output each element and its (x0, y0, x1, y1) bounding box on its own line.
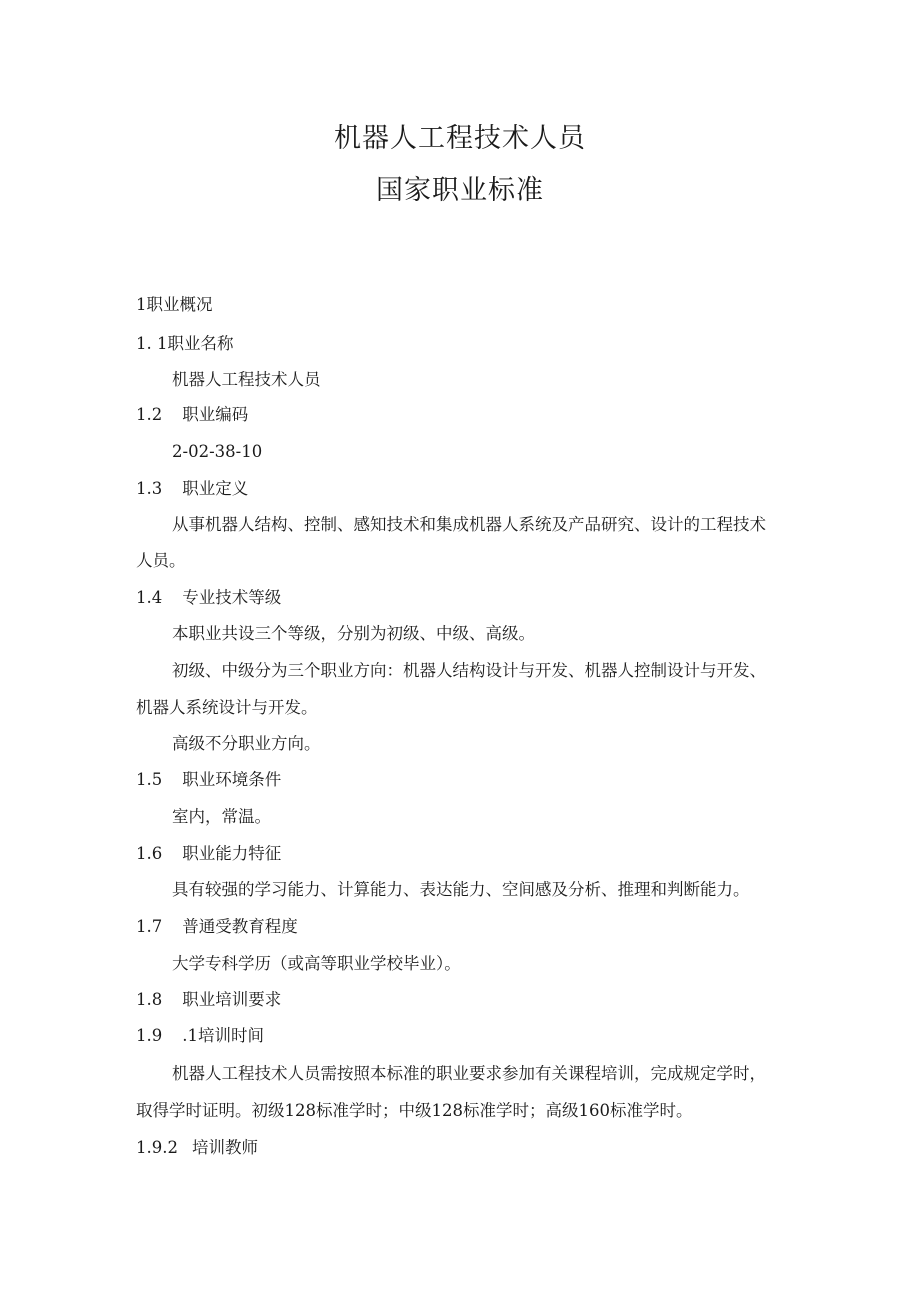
paragraph: 高级不分职业方向。 (172, 734, 321, 753)
subsection-1-8-heading (136, 989, 281, 1011)
subsection-number: 1.3 (136, 479, 163, 498)
subsection-label: 职业编码 (182, 405, 249, 424)
subsection-number: 1.2 (136, 405, 163, 424)
paragraph: 具有较强的学习能力、计算能力、表达能力、空间感及分析、推理和判断能力。 (172, 880, 750, 899)
subsection-1-3-heading (136, 478, 248, 500)
subsection-number: 1.4 (136, 588, 163, 607)
paragraph: 初级、中级分为三个职业方向：机器人结构设计与开发、机器人控制设计与开发、 (172, 661, 766, 680)
subsection-1-7-heading (136, 916, 298, 938)
subsection-1-9-heading (136, 1025, 264, 1047)
paragraph: 从事机器人结构、控制、感知技术和集成机器人系统及产品研究、设计的工程技术 (172, 515, 766, 534)
subsection-label: 职业能力特征 (182, 844, 282, 863)
subsection-label: 职业环境条件 (182, 770, 282, 789)
paragraph: 本职业共设三个等级，分别为初级、中级、高级。 (172, 624, 535, 643)
subsection-1-9-2-heading (136, 1137, 258, 1159)
subsection-number: 1.5 (136, 770, 163, 789)
subsection-number: 1.6 (136, 844, 163, 863)
subsection-label: 专业技术等级 (182, 588, 282, 607)
paragraph: 2-02-38-10 (172, 442, 263, 461)
paragraph-continuation: 人员。 (136, 551, 186, 570)
paragraph-continuation: 取得学时证明。初级128标准学时；中级128标准学时；高级160标准学时。 (136, 1101, 693, 1120)
subsection-number: 1.7 (136, 917, 163, 936)
subsection-number: 1.9.2 (136, 1138, 178, 1157)
subsection-1-4-heading (136, 587, 281, 609)
document-title-line1: 机器人工程技术人员 (334, 123, 586, 154)
subsection-label: .1培训时间 (182, 1026, 264, 1045)
subsection-label: 职业培训要求 (182, 990, 282, 1009)
subsection-label: 培训教师 (191, 1138, 258, 1157)
subsection-1-5-heading (136, 769, 281, 791)
paragraph: 室内，常温。 (172, 807, 271, 826)
paragraph: 机器人工程技术人员 (172, 370, 321, 389)
subsection-number: 1.9 (136, 1026, 163, 1045)
subsection-1-2-heading (136, 404, 248, 426)
subsection-label: 职业定义 (182, 479, 249, 498)
section-heading: 1职业概况 (136, 295, 213, 314)
paragraph: 机器人工程技术人员需按照本标准的职业要求参加有关课程培训，完成规定学时， (172, 1064, 766, 1083)
subsection-number: 1. 1 (136, 334, 168, 353)
subsection-number: 1.8 (136, 990, 163, 1009)
subsection-label: 职业名称 (167, 334, 234, 353)
document-title-line2: 国家职业标准 (376, 175, 544, 206)
paragraph-continuation: 机器人系统设计与开发。 (136, 698, 318, 717)
subsection-label: 普通受教育程度 (182, 917, 298, 936)
subsection-1-6-heading (136, 843, 281, 865)
subsection-1-1-heading (136, 333, 234, 355)
paragraph: 大学专科学历（或高等职业学校毕业）。 (172, 954, 461, 973)
